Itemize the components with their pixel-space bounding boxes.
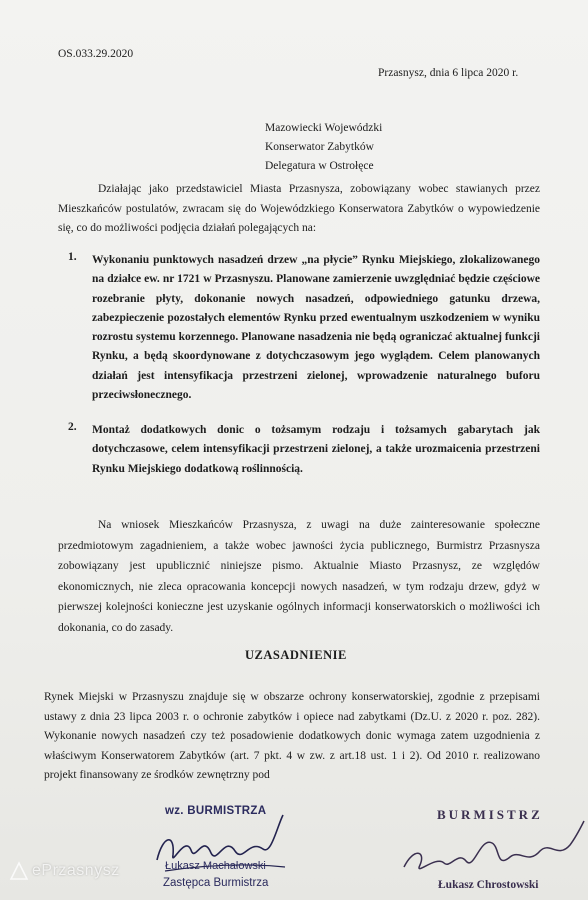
justification-paragraph: Rynek Miejski w Przasnyszu znajduje się w obszarze ochrony konserwatorskiej, zgodnie z przepisami ustawy z dnia 23 lipca 2003 r. o ochronie zabytków i opiece nad zabytkami (Dz.U. z 2020 r. poz. 282). Wykonanie nowych nasadzeń czy też posadowienie dodatkowych donic wymaga zatem uzgodnienia z właściwym Konserwatorem Zabytków (art. 7 pkt. 4 w zw. z art.18 ust. 1 i 2). Od 2010 r. realizowano projekt finansowany ze środków zewnętrzny pod [44,691,540,781]
signatures-area [0,785,588,900]
justification-heading: UZASADNIENIE [245,648,347,662]
addressee-line: Delegatura w Ostrołęce [265,160,374,172]
list-item-planters: Montaż dodatkowych donic o tożsamym rodzaju i tożsamych gabarytach jak dotychczasowe, celem intensyfikacji przestrzeni zielonej, a także urozmaicenia przestrzeni Rynku Miejskiego dodatkową roślinnością. [92,424,540,475]
item-number: 1. [68,251,77,263]
item-number: 2. [68,421,77,433]
mayor-signature-stamp [400,807,588,897]
place-and-date: Przasnysz, dnia 6 lipca 2020 r. [378,67,519,79]
addressee-block [265,119,382,176]
watermark-logo-icon [8,860,30,882]
intro-paragraph: Działając jako przedstawiciel Miasta Przasnysza, zobowiązany wobec stawianych przez Mieszkańców postulatów, zwracam się do Wojewódzkiego Konserwatora Zabytków o wypowiedzenie się, co do możliwości podjęcia działań polegających na: [58,183,540,234]
mayor-name: Łukasz Chrostowski [438,879,539,891]
mayor-role: BURMISTRZ [437,807,543,822]
list-item-trees: Wykonaniu punktowych nasadzeń drzew „na płycie” Rynku Miejskiego, zlokalizowanego na działce ew. nr 1721 w Przasnyszu. Planowane zamierzenie uwzględniać będzie częściowe rozebranie płyty, dokonanie nowych nasadzeń, odpowiedniego gatunku drzewa, zabezpieczenie pozostałych elementów Rynku przed ewentualnym uszkodzeniem w wyniku rozrostu systemu korzennego. Planowane nasadzenia nie będą ograniczać aktualnej funkcji Rynku, a będą skoordynowane z dotychczasowym jego wyglądem. Celem planowanych działań jest intensyfikacja przestrzeni zielonej, wprowadzenie naturalnego buforu przeciwsłonecznego. [92,254,540,402]
deputy-signature-stamp [145,805,295,895]
deputy-name: Łukasz Machałowski [165,860,266,872]
deputy-title: Zastępca Burmistrza [163,877,269,889]
reference-number: OS.033.29.2020 [58,48,134,60]
deputy-role: wz. BURMISTRZA [165,805,267,817]
watermark-text: ePrzasnysz [32,862,120,879]
publication-paragraph: Na wniosek Mieszkańców Przasnysza, z uwagi na duże zainteresowanie społeczne przedmiotowym zagadnieniem, a także wobec jawności życia publicznego, Burmistrz Przasnysza zobowiązany jest upublicznić niniejsze pismo. Aktualnie Miasto Przasnysz, ze względów ekonomicznych, nie zleca opracowania koncepcji nowych nasadzeń, w tym rodzaju drzew, gdyż w pierwszej kolejności konieczne jest uzyskanie ogólnych informacji konserwatorskich o możliwości ich dokonania, co do zasady. [58,519,540,634]
addressee-line: Konserwator Zabytków [265,141,374,153]
addressee-line: Mazowiecki Wojewódzki [265,122,383,134]
